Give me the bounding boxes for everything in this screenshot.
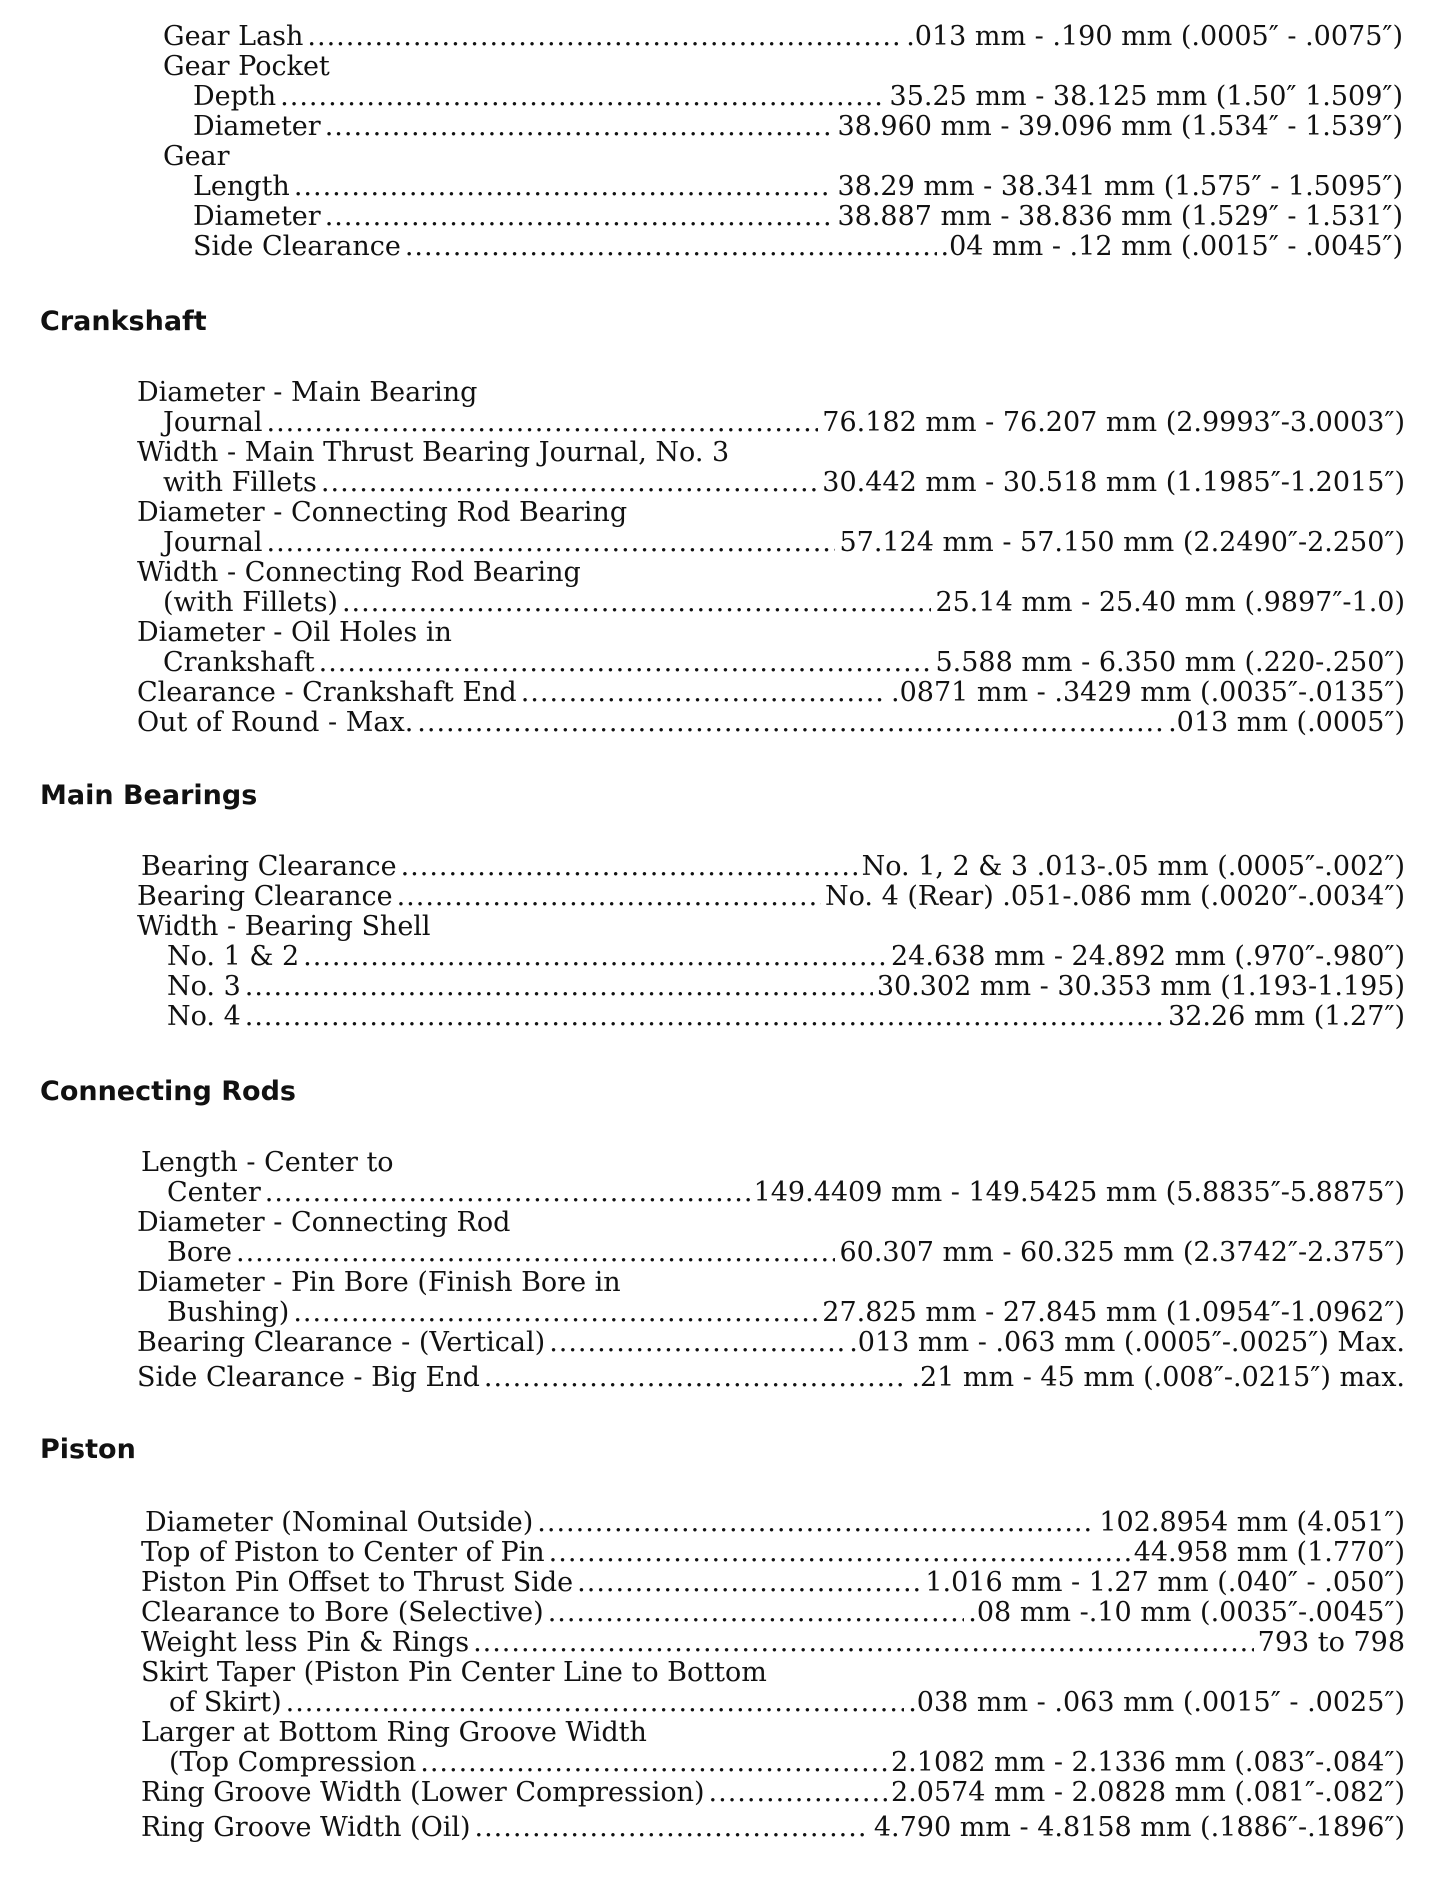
leader-dots — [325, 202, 834, 232]
spec-label: Bearing Clearance — [141, 851, 397, 882]
spec-value: No. 1, 2 & 3 .013-.05 mm (.0005″-.002″) — [861, 851, 1405, 882]
spec-label: Piston Pin Offset to Thrust Side — [141, 1567, 574, 1598]
section-title-connecting-rods: Connecting Rods — [40, 1076, 296, 1107]
spec-value: 30.442 mm - 30.518 mm (1.1985″-1.2015″) — [822, 467, 1405, 498]
spec-value: 38.887 mm - 38.836 mm (1.529″ - 1.531″) — [837, 201, 1403, 232]
spec-row-pin-bore — [167, 1298, 1405, 1328]
leader-dots — [709, 1778, 887, 1808]
spec-value: 5.588 mm - 6.350 mm (.220-.250″) — [935, 647, 1405, 678]
spec-row-top-to-pin — [141, 1538, 1405, 1568]
spec-row-rod-bearing-clearance — [137, 1328, 1405, 1358]
spec-row-rod-length — [167, 1178, 1405, 1208]
spec-value: .013 mm - .063 mm (.0005″-.0025″) Max. — [849, 1327, 1405, 1358]
section-title-piston: Piston — [40, 1434, 136, 1465]
spec-heading: Diameter - Connecting Rod Bearing — [137, 497, 628, 528]
spec-row-no-1-2 — [167, 942, 1405, 972]
leader-dots — [294, 172, 834, 202]
spec-heading: Length - Center to — [141, 1147, 394, 1178]
spec-label: Crankshaft — [163, 647, 315, 678]
leader-dots — [267, 408, 819, 438]
spec-heading: Width - Connecting Rod Bearing — [137, 557, 581, 588]
spec-row-clearance-123 — [141, 852, 1405, 882]
section-title-main-bearings: Main Bearings — [40, 780, 258, 811]
leader-dots — [303, 942, 887, 972]
spec-value: 793 to 798 — [1257, 1627, 1405, 1658]
leader-dots — [549, 1538, 1130, 1568]
spec-value: 32.26 mm (1.27″) — [1168, 1001, 1405, 1032]
spec-label: Journal — [163, 527, 263, 558]
spec-row-end-clearance — [137, 678, 1405, 708]
spec-row-pin-offset — [141, 1568, 1405, 1598]
spec-value: 149.4409 mm - 149.5425 mm (5.8835″-5.8875″) — [753, 1177, 1405, 1208]
spec-value: .0871 mm - .3429 mm (.0035″-.0135″) — [891, 677, 1405, 708]
spec-label: Bore — [167, 1237, 232, 1268]
spec-label: Length — [193, 171, 290, 202]
spec-row-gear-lash — [163, 22, 1403, 52]
spec-label: Center — [167, 1177, 261, 1208]
spec-value: 102.8954 mm (4.051″) — [1099, 1507, 1405, 1538]
leader-dots — [401, 852, 858, 882]
leader-dots — [245, 972, 873, 1002]
spec-label: Bearing Clearance — [137, 881, 393, 912]
spec-value: .04 mm - .12 mm (.0015″ - .0045″) — [940, 231, 1403, 262]
spec-label: Ring Groove Width (Oil) — [141, 1812, 471, 1843]
spec-value: 2.1082 mm - 2.1336 mm (.083″-.084″) — [891, 1747, 1405, 1778]
spec-row-rod-width — [163, 588, 1405, 618]
leader-dots — [319, 648, 932, 678]
spec-label: Gear Lash — [163, 21, 304, 52]
spec-value: 76.182 mm - 76.207 mm (2.9993″-3.0003″) — [822, 407, 1405, 438]
spec-row-rod-side-clearance — [137, 1363, 1405, 1393]
spec-label: Ring Groove Width (Lower Compression) — [141, 1777, 705, 1808]
leader-dots — [286, 1688, 905, 1718]
leader-dots — [417, 708, 1164, 738]
spec-value: .21 mm - 45 mm (.008″-.0215″) max. — [911, 1362, 1405, 1393]
spec-row-out-of-round — [137, 708, 1405, 738]
spec-value: 4.790 mm - 4.8158 mm (.1886″-.1896″) — [873, 1812, 1405, 1843]
subheading-gear: Gear — [163, 141, 230, 172]
spec-row-main-bearing — [163, 408, 1405, 438]
spec-row-weight — [141, 1628, 1405, 1658]
spec-value: 57.124 mm - 57.150 mm (2.2490″-2.250″) — [839, 527, 1405, 558]
spec-label: Bushing) — [167, 1297, 290, 1328]
spec-row-no-4 — [167, 1002, 1405, 1032]
leader-dots — [549, 1328, 845, 1358]
leader-dots — [405, 232, 937, 262]
spec-row-clearance-bore — [141, 1598, 1405, 1628]
spec-value: 44.958 mm (1.770″) — [1133, 1537, 1405, 1568]
spec-row-piston-diameter — [145, 1508, 1405, 1538]
leader-dots — [236, 1238, 835, 1268]
spec-row-pocket-depth — [193, 82, 1403, 112]
spec-row-oil-holes — [163, 648, 1405, 678]
spec-label: Bearing Clearance - (Vertical) — [137, 1327, 546, 1358]
spec-value: .013 mm - .190 mm (.0005″ - .0075″) — [906, 21, 1403, 52]
spec-label: Diameter (Nominal Outside) — [145, 1507, 534, 1538]
spec-label: Side Clearance - Big End — [137, 1362, 480, 1393]
spec-row-pocket-diameter — [193, 112, 1403, 142]
spec-row-top-compression — [169, 1748, 1405, 1778]
spec-row-gear-diameter — [193, 202, 1403, 232]
leader-dots — [267, 528, 836, 558]
spec-label: Side Clearance — [193, 231, 401, 262]
spec-heading: Width - Bearing Shell — [137, 911, 431, 942]
spec-row-clearance-4 — [137, 882, 1405, 912]
spec-heading: Width - Main Thrust Bearing Journal, No. 3 — [137, 437, 730, 468]
spec-heading: Diameter - Connecting Rod — [137, 1207, 511, 1238]
spec-value: No. 4 (Rear) .051-.086 mm (.0020″-.0034″) — [825, 881, 1405, 912]
spec-label: Diameter — [193, 111, 321, 142]
spec-value: 1.016 mm - 1.27 mm (.040″ - .050″) — [925, 1567, 1405, 1598]
leader-dots — [537, 1508, 1095, 1538]
section-title-crankshaft: Crankshaft — [40, 306, 207, 337]
spec-label: Depth — [193, 81, 277, 112]
leader-dots — [342, 588, 931, 618]
spec-heading: Skirt Taper (Piston Pin Center Line to Bottom — [141, 1657, 767, 1688]
leader-dots — [265, 1178, 750, 1208]
spec-row-lower-compression — [141, 1778, 1405, 1808]
spec-value: .038 mm - .063 mm (.0015″ - .0025″) — [908, 1687, 1405, 1718]
spec-row-oil-groove — [141, 1813, 1405, 1843]
leader-dots — [325, 112, 834, 142]
spec-label: Out of Round - Max. — [137, 707, 414, 738]
spec-label: Weight less Pin & Rings — [141, 1627, 470, 1658]
spec-value: 24.638 mm - 24.892 mm (.970″-.980″) — [891, 941, 1405, 972]
spec-label: (Top Compression — [169, 1747, 417, 1778]
spec-heading: Diameter - Oil Holes in — [137, 617, 452, 648]
spec-heading: Larger at Bottom Ring Groove Width — [141, 1717, 647, 1748]
leader-dots — [548, 1598, 965, 1628]
leader-dots — [293, 1298, 818, 1328]
spec-value: 25.14 mm - 25.40 mm (.9897″-1.0) — [935, 587, 1405, 618]
spec-label: No. 3 — [167, 971, 241, 1002]
leader-dots — [307, 22, 902, 52]
subheading-gear-pocket: Gear Pocket — [163, 51, 330, 82]
spec-value: 2.0574 mm - 2.0828 mm (.081″-.082″) — [891, 1777, 1405, 1808]
leader-dots — [420, 1748, 887, 1778]
spec-label: Clearance to Bore (Selective) — [141, 1597, 544, 1628]
leader-dots — [577, 1568, 921, 1598]
spec-value: 38.29 mm - 38.341 mm (1.575″ - 1.5095″) — [837, 171, 1403, 202]
spec-label: with Fillets — [163, 467, 317, 498]
leader-dots — [245, 1002, 1164, 1032]
spec-row-rod-journal — [163, 528, 1405, 558]
spec-row-skirt — [169, 1688, 1405, 1718]
spec-row-no-3 — [167, 972, 1405, 1002]
leader-dots — [475, 1813, 870, 1843]
spec-label: of Skirt) — [169, 1687, 282, 1718]
spec-value: 35.25 mm - 38.125 mm (1.50″ 1.509″) — [889, 81, 1403, 112]
leader-dots — [473, 1628, 1254, 1658]
spec-label: Diameter — [193, 201, 321, 232]
spec-heading: Diameter - Pin Bore (Finish Bore in — [137, 1267, 621, 1298]
spec-row-gear-side-clearance — [193, 232, 1403, 262]
leader-dots — [321, 468, 818, 498]
spec-label: No. 1 & 2 — [167, 941, 300, 972]
spec-value: 30.302 mm - 30.353 mm (1.193-1.195) — [876, 971, 1405, 1002]
spec-label: (with Fillets) — [163, 587, 338, 618]
leader-dots — [397, 882, 821, 912]
leader-dots — [484, 1363, 908, 1393]
spec-value: .013 mm (.0005″) — [1168, 707, 1405, 738]
spec-value: 60.307 mm - 60.325 mm (2.3742″-2.375″) — [839, 1237, 1405, 1268]
leader-dots — [280, 82, 885, 112]
spec-row-thrust — [163, 468, 1405, 498]
spec-label: Clearance - Crankshaft End — [137, 677, 517, 708]
spec-label: No. 4 — [167, 1001, 241, 1032]
spec-row-gear-length — [193, 172, 1403, 202]
leader-dots — [521, 678, 887, 708]
spec-value: 38.960 mm - 39.096 mm (1.534″ - 1.539″) — [837, 111, 1403, 142]
spec-heading: Diameter - Main Bearing — [137, 377, 478, 408]
spec-row-rod-bore — [167, 1238, 1405, 1268]
spec-value: 27.825 mm - 27.845 mm (1.0954″-1.0962″) — [822, 1297, 1405, 1328]
spec-label: Top of Piston to Center of Pin — [141, 1537, 545, 1568]
spec-value: .08 mm -.10 mm (.0035″-.0045″) — [968, 1597, 1405, 1628]
spec-label: Journal — [163, 407, 263, 438]
